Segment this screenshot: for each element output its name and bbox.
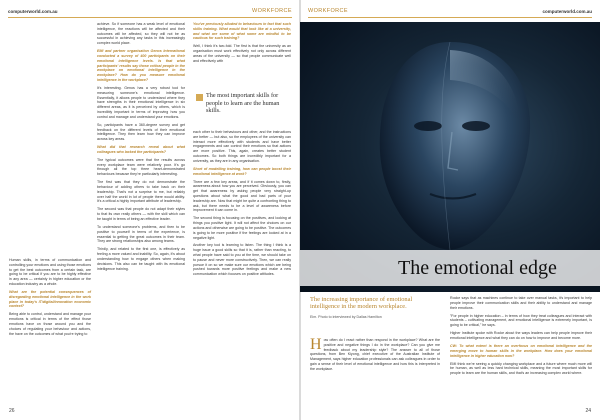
paragraph: The second was that people do not adapt their styles to that its own really others — with the skill which can be taught in terms of being an effective leader. bbox=[97, 207, 185, 221]
interview-question: EMI and partner organisation Genos International conducted a survey of 400 participants on their emotional intelligence levels. Is that what participants' results say those critical people in the workplace on emotional intelligence in the workplace? How do you measure emotional intelligence in the workplace? bbox=[97, 49, 185, 82]
paragraph: It's interesting. Genos has a very robust tool for measuring someone's emotional intelligence. Essentially, it allows people to understand where they have strengths in their emotional intelligence in six different areas, as it is perceived by others, which is incredibly important in terms of improving how you control and manage and understand your emotions. bbox=[97, 85, 185, 119]
right-column-1 bbox=[310, 338, 440, 372]
paragraph: "For people in higher education – in terms of how they treat colleagues and interact with students – cultivating management, and emotional intelligence is extremely important, is going to be critical," he says. bbox=[450, 313, 592, 328]
article-deck bbox=[310, 296, 428, 319]
paragraph: The first was that they do not demonstrate the behaviour of adding others to take back on their leadership. That's not a surprise to me, but reliably over half the world in lot of people there would ability. It's a critical a highly important attribute of leadership. bbox=[97, 180, 185, 204]
deck-text: The increasing importance of emotional intelligence in the modern workplace. bbox=[310, 296, 413, 311]
paragraph: achieve. So if someone has a weak level of emotional intelligence, the reactions will be affected and their outcomes will be affected, so they will not be as successful in achieving any tasks in this increasingly complex world place. bbox=[97, 22, 185, 46]
left-column-1 bbox=[9, 258, 91, 340]
paragraph: There are a few key areas, and if it comes down to, firstly, awareness about how you are perceived. Obviously, you can get that awareness by asking people very straight-up questions about what the good and bad parts of your leadership are. Now that might be quite a confronting thing to ask, but there needs to be a level of awareness before improvement it can come in. bbox=[193, 179, 291, 213]
paragraph: So, participants have a 360-degree survey and get feedback on the different levels of their emotional intelligence. They then learn how they can improve across key areas. bbox=[97, 122, 185, 142]
paragraph: Higher Institute spoke with Rocke about the ways leaders can help people improve their emotional intelligence and what they can do on how to improve and become more. bbox=[450, 331, 592, 340]
interview-question: Short of modelling training, how can people boost their emotional intelligence at work? bbox=[193, 166, 291, 176]
left-column-2 bbox=[97, 22, 185, 275]
page-number: 24 bbox=[585, 408, 591, 414]
paragraph: The second thing is focusing on the positives, and looking at things you positive light. It will not affect the choices on our actions and otherwise are going to be positive. The outcomes is going to be more positive if the feelings are looked at in a negative light. bbox=[193, 216, 291, 240]
paragraph: Human skills, in terms of communication and controlling your emotions and using those emotions to get the best outcomes from a certain task, are going to be critical if you are to be highly effective in any area — certainly in higher education or the education industry as a whole. bbox=[9, 258, 91, 286]
hero-image bbox=[300, 22, 600, 292]
section-label: WORKFORCE bbox=[308, 8, 348, 14]
left-column-3-top bbox=[193, 22, 291, 67]
section-label: WORKFORCE bbox=[252, 8, 292, 14]
left-column-3-bottom bbox=[193, 130, 291, 280]
paragraph: Thirdly, and related to the first one, is effectively as feeling a more valued and inability. So, again, it's about understanding how to engage others when making decisions. This also can be taught with its emotional intelligence training. bbox=[97, 247, 185, 271]
quote-marker-icon bbox=[196, 94, 203, 101]
right-header bbox=[308, 6, 592, 16]
pull-quote-text: The most important skills for people to learn are the human skills. bbox=[206, 92, 280, 115]
header-rule bbox=[8, 17, 292, 18]
paragraph: EMI think we're seeing a quickly changing workplace and a future where much more will be human, as well as less hard technical skills, meaning the most important skills for people to learn are the human skills, and that's an increasing complex world where. bbox=[450, 361, 592, 376]
right-page bbox=[300, 0, 600, 420]
interview-question: You've previously alluded to behaviours in fact that such skills training. What would that look like at a university, and what are some of what some are mindful to be cautious for such training? bbox=[193, 22, 291, 41]
site-url: computerworld.com.au bbox=[8, 8, 58, 14]
article-title: The emotional edge bbox=[398, 256, 557, 279]
interview-question: CW: To what extent is there an overfocus on emotional intelligence and the emerging move to human skills in the workplace. How does your emotional intelligence in higher education now? bbox=[450, 343, 592, 358]
pull-quote bbox=[196, 92, 290, 115]
left-header bbox=[8, 6, 292, 16]
header-rule bbox=[308, 17, 592, 18]
interview-question: What did that research reveal about what colleagues who lacked the participants? bbox=[97, 145, 185, 154]
right-column-2 bbox=[450, 296, 592, 379]
drop-cap: H bbox=[310, 336, 322, 353]
site-url: computerworld.com.au bbox=[542, 8, 592, 14]
paragraph: Rocke says that as machines continue to take over manual tasks, it's important to help people improve their communication skills and their ability to understand and manage their emotions. bbox=[450, 296, 592, 310]
paragraph: ow often do I react rather than respond in the workplace? What are the positive and negative things I do in the workplace? Can you give me feedback about my leadership style? The answer to all of those questions, from Ben Kiyong, chief executive of the Australian Institute of Management, says higher education professionals can ask colleagues in order to gain a sense of their level of emotional intelligence and how this is interpreted in the workplace. bbox=[310, 338, 440, 371]
page-number: 26 bbox=[9, 408, 15, 414]
paragraph: To understand someone's problems, and then to be positive to yourself in terms of the experience, is essential to getting the great outcomes in their team. They are strong relationships also among teams. bbox=[97, 224, 185, 244]
paragraph: Being able to control, understand and manage your emotions is critical in terms of the effect those emotions have on those around you and the choices of regulating your behaviour and actions, the have on the outcomes of what you're trying to bbox=[9, 312, 91, 336]
article-title-banner bbox=[300, 250, 600, 286]
interview-question: What are the potential consequences of disregarding emotional intelligence in the work place in today's IT/digital/innovation economic context? bbox=[9, 289, 91, 309]
paragraph: The typical outcomes were that the results across every workplace team were relatively poor. It's go through all the top three heart-demonstrated behaviours because they're particularly interesting. bbox=[97, 157, 185, 177]
paragraph: Well, I think it's two-fold. The first is that the university as an organisation must work effectively not only across different areas of the university — so that people communicate well and effectively with bbox=[193, 44, 291, 63]
byline: Eim. Photo to interviewed by Dallas Hamilton bbox=[310, 314, 382, 319]
paragraph: each other to their behaviours and other, and the instructions are better — but also, so the employees of the university can interact more effectively with students and have better engagements and can control their emotions so that actions are more positive. This, again, creates better student outcomes. So both things are incredibly important for a university, as they are in any organisation. bbox=[193, 130, 291, 163]
paragraph: Another key tool is learning to listen. The thing I think is a huge issue a good skills so that it is, rather than reacting, to what people have said to you at the time, we should take on to pause and never more constructively. Then, we can really pursue it on so we make sure our emotions which are being pushed towards more positive feelings and make a new communication which focuses on positive attitudes. bbox=[193, 243, 291, 277]
